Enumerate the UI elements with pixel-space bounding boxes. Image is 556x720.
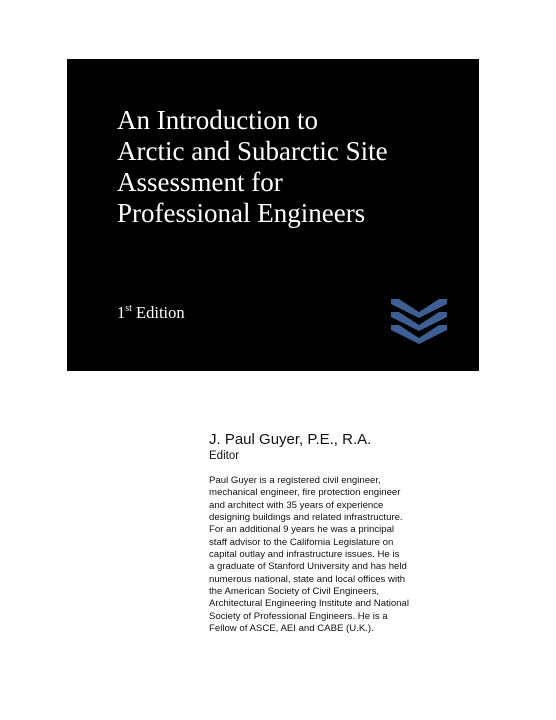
author-bio <box>209 475 431 635</box>
edition-suffix: st <box>125 302 132 314</box>
author-name: J. Paul Guyer, P.E., R.A. <box>209 431 372 448</box>
author-bio-line: and architect with 35 years of experience <box>209 499 384 511</box>
author-bio-line: Paul Guyer is a registered civil engineer, <box>209 475 381 486</box>
edition-number: 1 <box>117 303 126 322</box>
book-title-line: An Introduction to <box>117 105 318 135</box>
book-title-line: Assessment for <box>117 167 283 197</box>
author-bio-line: Society of Professional Engineers. He is a <box>209 610 388 622</box>
edition-text: Edition <box>136 303 185 322</box>
edition-label <box>117 303 185 323</box>
author-bio-line: designing buildings and related infrastructure. <box>209 512 403 524</box>
author-role: Editor <box>209 450 240 462</box>
author-bio-line: a graduate of Stanford University and has held <box>209 561 407 573</box>
triple-chevron-down-icon <box>391 299 447 345</box>
author-bio-line: mechanical engineer, fire protection engineer <box>209 487 401 499</box>
author-bio-line: the American Society of Civil Engineers, <box>209 586 380 598</box>
author-bio-line: staff advisor to the California Legislature on <box>209 536 394 548</box>
book-title-line: Arctic and Subarctic Site <box>117 136 388 166</box>
book-title <box>117 105 467 229</box>
book-title-line: Professional Engineers <box>117 198 366 228</box>
author-bio-line: For an additional 9 years he was a principal <box>209 524 395 536</box>
author-bio-line: Architectural Engineering Institute and National <box>209 598 409 610</box>
author-bio-line: capital outlay and infrastructure issues. He is <box>209 549 400 561</box>
author-block <box>209 431 434 463</box>
cover-panel <box>67 59 479 371</box>
author-bio-line: Fellow of ASCE, AEI and CABE (U.K.). <box>209 623 374 635</box>
author-bio-line: numerous national, state and local offices with <box>209 573 406 585</box>
